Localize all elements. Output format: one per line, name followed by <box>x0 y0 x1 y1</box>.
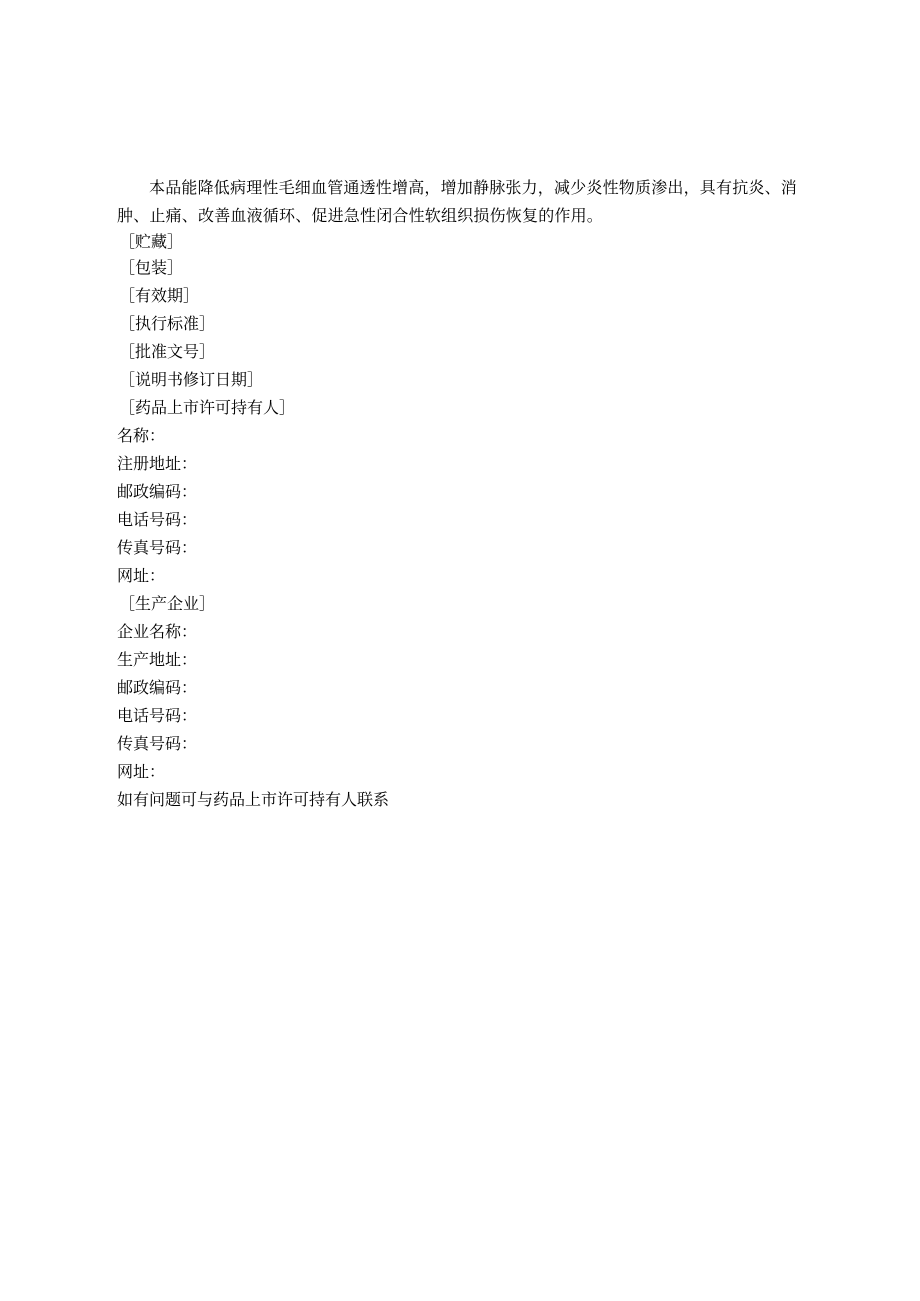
section-validity: ［有效期］ <box>119 286 200 305</box>
document-page <box>117 174 807 814</box>
section-approval-number: ［批准文号］ <box>119 342 216 361</box>
mah-phone-field: 电话号码： <box>117 510 198 529</box>
section-mah-heading: ［药品上市许可持有人］ <box>119 398 296 417</box>
manufacturer-website-field: 网址： <box>117 762 166 781</box>
mah-website-field: 网址： <box>117 566 166 585</box>
section-revision-date: ［说明书修订日期］ <box>119 370 264 389</box>
intro-paragraph: 本品能降低病理性毛细血管通透性增高，增加静脉张力，减少炎性物质渗出，具有抗炎、消肿、止痛、改善血液循环、促进急性闭合性软组织损伤恢复的作用。 <box>117 178 798 225</box>
manufacturer-postal-code-field: 邮政编码： <box>117 678 198 697</box>
contact-note: 如有问题可与药品上市许可持有人联系 <box>117 790 390 809</box>
section-package: ［包装］ <box>119 258 184 277</box>
mah-registered-address-field: 注册地址： <box>117 454 198 473</box>
manufacturer-company-name-field: 企业名称： <box>117 622 198 641</box>
section-manufacturer-heading: ［生产企业］ <box>119 594 216 613</box>
manufacturer-production-address-field: 生产地址： <box>117 650 198 669</box>
mah-fax-field: 传真号码： <box>117 538 198 557</box>
mah-postal-code-field: 邮政编码： <box>117 482 198 501</box>
section-storage: ［贮藏］ <box>119 232 184 251</box>
manufacturer-fax-field: 传真号码： <box>117 734 198 753</box>
mah-name-field: 名称： <box>117 426 166 445</box>
manufacturer-phone-field: 电话号码： <box>117 706 198 725</box>
section-standard: ［执行标准］ <box>119 314 216 333</box>
